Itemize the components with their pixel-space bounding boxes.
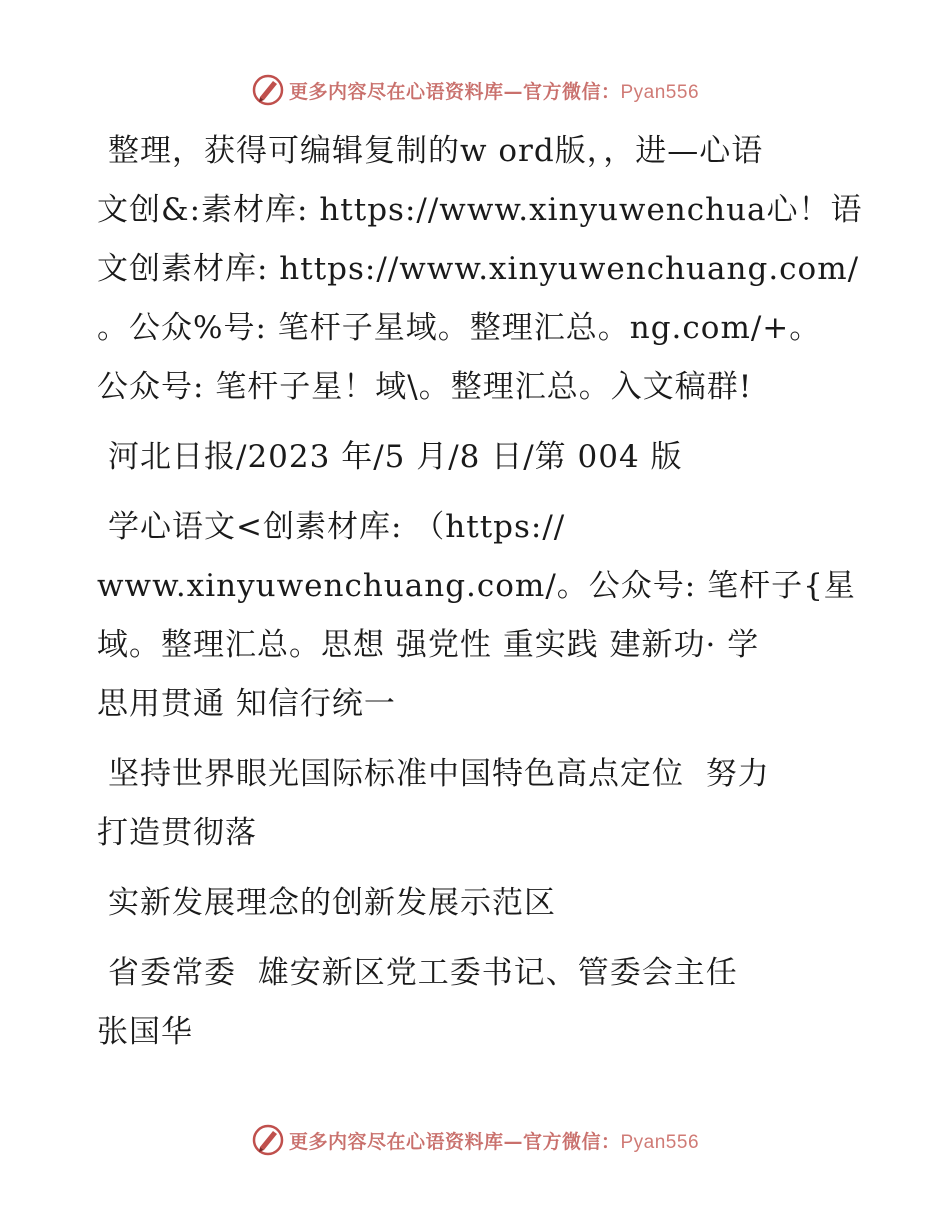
text-line: 文创&:素材库: https://www.xinyuwenchua心！语 (97, 192, 863, 228)
header-banner-label: 更多内容尽在心语资料库—官方微信： (288, 80, 621, 103)
text-line: 思用贯通 知信行统一 (97, 686, 396, 722)
text-line: 学心语文<创素材库: （https:// (108, 509, 566, 545)
text-line: 域。整理汇总。思想 强党性 重实践 建新功· 学 (97, 627, 760, 663)
paragraph-headline (97, 745, 877, 863)
footer-banner-content (251, 1123, 699, 1157)
text-line: 坚持世界眼光国际标准中国特色高点定位 努力 (108, 756, 770, 792)
paragraph-headline-continued (97, 874, 877, 933)
text-line: 整理，获得可编辑复制的w ord版，，进—心语 (108, 133, 764, 169)
text-line: 。公众%号: 笔杆子星域。整理汇总。ng.com/+。 (97, 310, 822, 346)
paragraph-author (97, 944, 877, 1062)
brand-logo-icon (251, 73, 285, 107)
text-line: 河北日报/2023 年/5 月/8 日/第 004 版 (108, 439, 683, 475)
text-line: 实新发展理念的创新发展示范区 (108, 885, 556, 921)
paragraph-intro-note (97, 122, 877, 417)
header-banner-text (289, 77, 699, 104)
brand-logo-icon (251, 1123, 285, 1157)
text-line: 张国华 (97, 1014, 193, 1050)
paragraph-subtitle (97, 498, 877, 734)
text-line: 省委常委 雄安新区党工委书记、管委会主任 (108, 955, 738, 991)
header-banner (0, 70, 950, 110)
text-line: 公众号: 笔杆子星！域\。整理汇总。入文稿群! (97, 369, 753, 405)
footer-banner (0, 1120, 950, 1160)
footer-banner-text (289, 1127, 699, 1154)
header-banner-content (251, 73, 699, 107)
text-line: 文创素材库: https://www.xinyuwenchuang.com/ (97, 251, 860, 287)
footer-wechat-id: Pyan556 (620, 1131, 700, 1153)
document-body (97, 122, 877, 1062)
text-line: www.xinyuwenchuang.com/。公众号: 笔杆子{星 (97, 568, 856, 604)
footer-banner-label: 更多内容尽在心语资料库—官方微信： (288, 1130, 621, 1153)
header-wechat-id: Pyan556 (620, 81, 700, 103)
text-line: 打造贯彻落 (97, 815, 257, 851)
paragraph-source (97, 428, 877, 487)
